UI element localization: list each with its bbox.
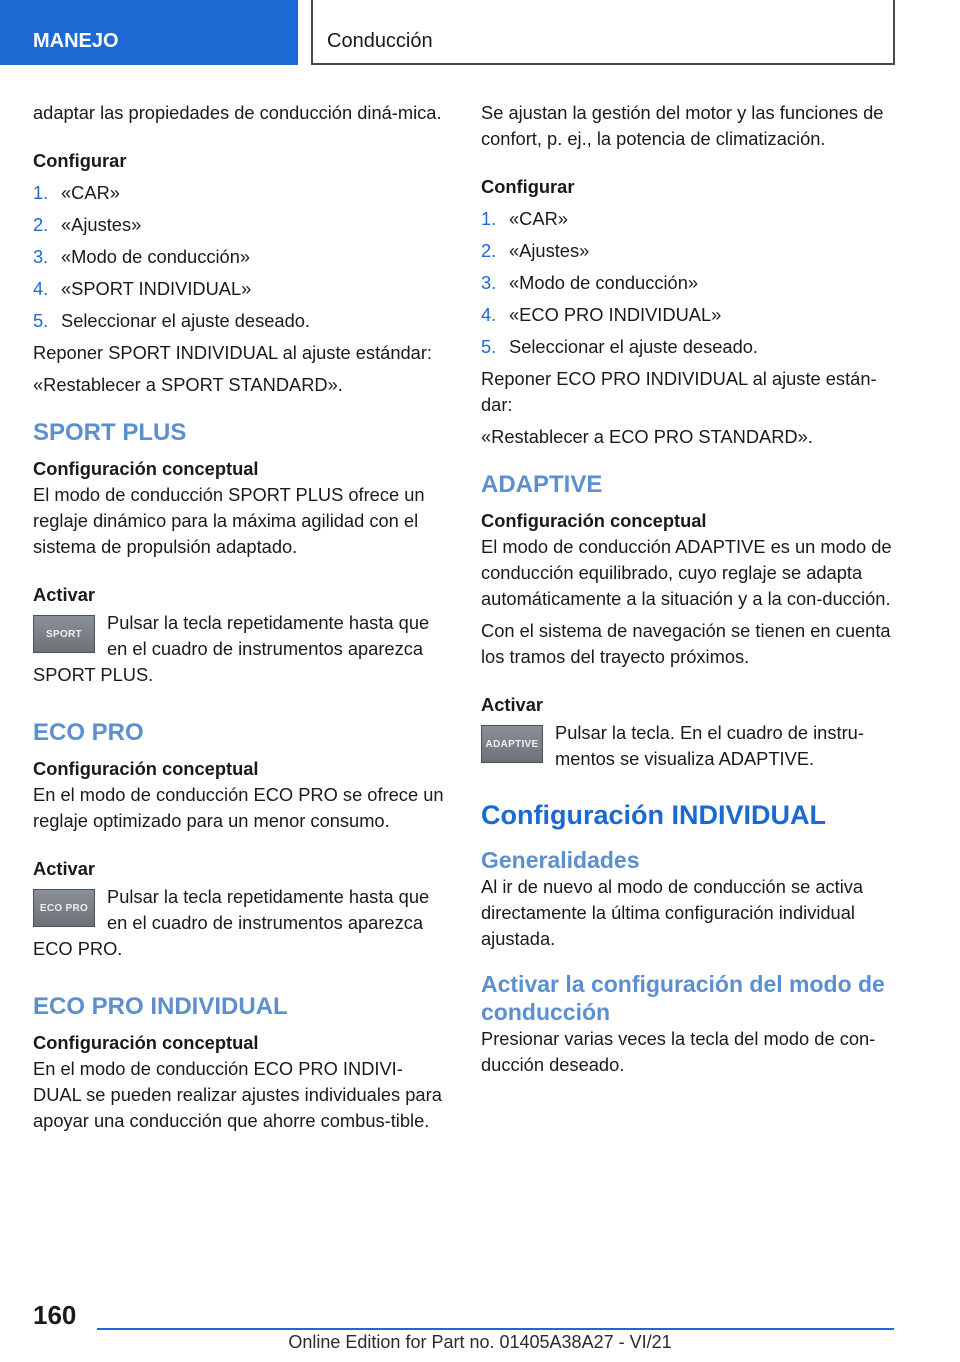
- heading-eco-pro: ECO PRO: [33, 719, 144, 746]
- concept-label: Configuración conceptual: [33, 758, 259, 779]
- eco-pro-button-icon: ECO PRO: [33, 889, 95, 927]
- heading-eco-pro-individual: ECO PRO INDIVIDUAL: [33, 993, 288, 1020]
- concept-label: Configuración conceptual: [33, 458, 259, 479]
- heading-generalidades: Generalidades: [481, 847, 640, 873]
- footer-divider: [97, 1328, 894, 1330]
- activate-text: Pulsar la tecla. En el cuadro de instru-mentos se visualiza ADAPTIVE.: [555, 722, 864, 769]
- page-number: 160: [33, 1300, 77, 1330]
- concept-text: El modo de conducción SPORT PLUS ofrece un reglaje dinámico para la máxima agilidad con el sistema de propulsión adaptado.: [33, 484, 425, 557]
- activate-label: Activar: [33, 584, 95, 605]
- activate-config-text: Presionar varias veces la tecla del modo de con-ducción deseado.: [481, 1028, 876, 1075]
- reset-text: Reponer ECO PRO INDIVIDUAL al ajuste están-dar:: [481, 368, 877, 415]
- intro-text: Se ajustan la gestión del motor y las funciones de confort, p. ej., la potencia de climatización.: [481, 102, 884, 149]
- intro-text: adaptar las propiedades de conducción diná-mica.: [33, 102, 442, 123]
- list-item: 5. Seleccionar el ajuste deseado.: [481, 336, 758, 357]
- activate-block: [481, 720, 895, 772]
- reset-value: «Restablecer a SPORT STANDARD».: [33, 374, 343, 395]
- left-column: [33, 100, 447, 1134]
- activate-label: Activar: [33, 858, 95, 879]
- activate-text: Pulsar la tecla repetidamente hasta que en el cuadro de instrumentos aparezca SPORT PLUS.: [33, 612, 430, 685]
- reset-text: Reponer SPORT INDIVIDUAL al ajuste estándar:: [33, 342, 432, 363]
- footer-edition: Online Edition for Part no. 01405A38A27 - VI/21: [288, 1332, 672, 1352]
- concept-label: Configuración conceptual: [33, 1032, 259, 1053]
- list-item: 4. «SPORT INDIVIDUAL»: [33, 278, 252, 299]
- concept-text: En el modo de conducción ECO PRO se ofrece un reglaje optimizado para un menor consumo.: [33, 784, 444, 831]
- concept-label: Configuración conceptual: [481, 510, 707, 531]
- chapter-title: Conducción: [311, 0, 895, 65]
- list-item: 4. «ECO PRO INDIVIDUAL»: [481, 304, 722, 325]
- list-item: 3. «Modo de conducción»: [33, 246, 251, 267]
- list-item: 5. Seleccionar el ajuste deseado.: [33, 310, 310, 331]
- list-item: 3. «Modo de conducción»: [481, 272, 699, 293]
- section-tab: MANEJO: [0, 0, 298, 65]
- list-item: 2. «Ajustes»: [33, 214, 142, 235]
- list-item: 1. «CAR»: [481, 208, 568, 229]
- list-item: 1. «CAR»: [33, 182, 120, 203]
- concept-text: El modo de conducción ADAPTIVE es un modo de conducción equilibrado, cuyo reglaje se adapta automáticamente a la situación y a la con-ducción.: [481, 536, 892, 609]
- configure-steps: [33, 180, 447, 334]
- heading-individual: Configuración INDIVIDUAL: [481, 800, 826, 830]
- heading-sport-plus: SPORT PLUS: [33, 419, 187, 446]
- sport-button-icon: SPORT: [33, 615, 95, 653]
- heading-activate-config: Activar la configuración del modo de conducción: [481, 971, 885, 1025]
- heading-adaptive: ADAPTIVE: [481, 471, 603, 498]
- adaptive-button-icon: ADAPTIVE: [481, 725, 543, 763]
- activate-block: [33, 610, 447, 688]
- navigation-text: Con el sistema de navegación se tienen en cuenta los tramos del trayecto próximos.: [481, 620, 891, 667]
- activate-block: [33, 884, 447, 962]
- configure-label: Configurar: [33, 150, 127, 171]
- configure-steps: [481, 206, 895, 360]
- right-column: [481, 100, 895, 1078]
- general-text: Al ir de nuevo al modo de conducción se activa directamente la última configuración individual ajustada.: [481, 876, 864, 949]
- reset-value: «Restablecer a ECO PRO STANDARD».: [481, 426, 813, 447]
- activate-text: Pulsar la tecla repetidamente hasta que en el cuadro de instrumentos aparezca ECO PRO.: [33, 886, 430, 959]
- activate-label: Activar: [481, 694, 543, 715]
- configure-label: Configurar: [481, 176, 575, 197]
- list-item: 2. «Ajustes»: [481, 240, 590, 261]
- concept-text: En el modo de conducción ECO PRO INDIVI-DUAL se pueden realizar ajustes individuales para apoyar una conducción que ahorre combus-tible.: [33, 1058, 442, 1131]
